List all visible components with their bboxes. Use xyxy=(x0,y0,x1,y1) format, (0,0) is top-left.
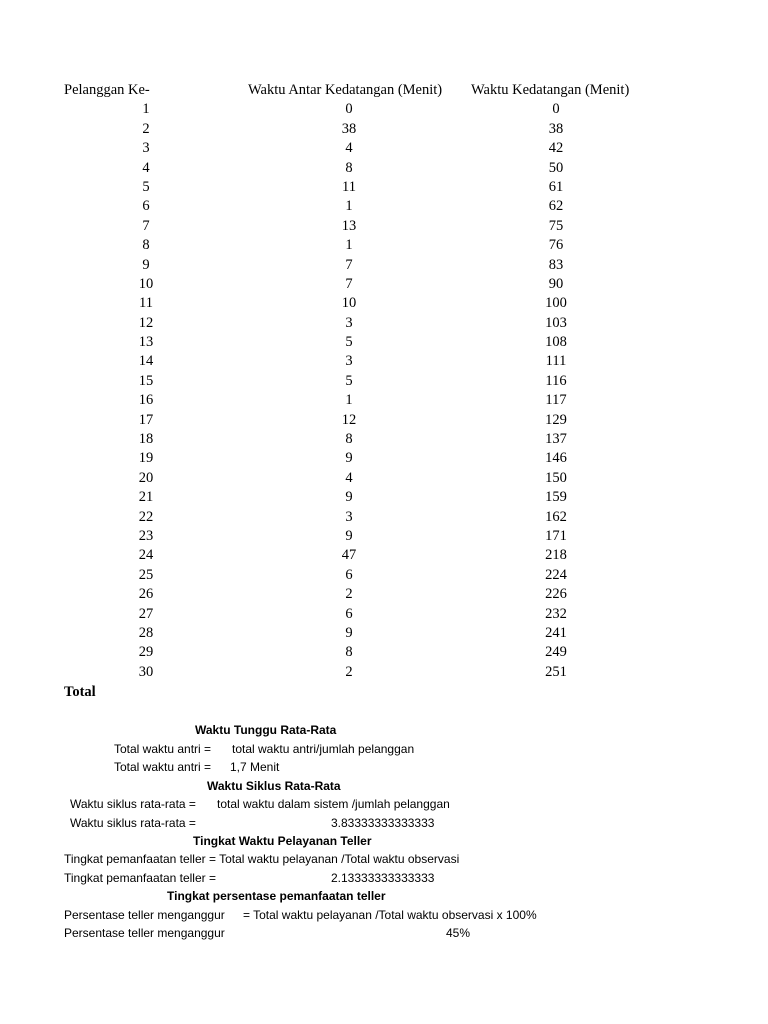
heading-tingkat-pelayanan: Tingkat Waktu Pelayanan Teller xyxy=(193,834,372,848)
cell-waktu-kedatangan: 224 xyxy=(545,566,567,583)
cell-waktu-antar: 1 xyxy=(345,198,353,215)
table-row xyxy=(0,275,768,294)
cell-waktu-kedatangan: 61 xyxy=(548,178,564,195)
cell-waktu-kedatangan: 90 xyxy=(548,275,564,292)
cell-pelanggan: 1 xyxy=(142,101,150,118)
cell-pelanggan: 16 xyxy=(138,392,154,409)
cell-waktu-antar: 47 xyxy=(341,547,357,564)
cell-waktu-kedatangan: 0 xyxy=(552,101,560,118)
waktu-siklus-formula: total waktu dalam sistem /jumlah pelanggan xyxy=(217,797,450,811)
table-row xyxy=(0,430,768,449)
waktu-siklus-result: 3.83333333333333 xyxy=(331,816,435,830)
cell-pelanggan: 21 xyxy=(138,489,154,506)
table-header-row xyxy=(0,81,768,100)
heading-persentase: Tingkat persentase pemanfaatan teller xyxy=(167,889,386,903)
cell-pelanggan: 7 xyxy=(142,217,150,234)
waktu-tunggu-result: 1,7 Menit xyxy=(230,760,280,774)
table-row xyxy=(0,508,768,527)
table-row xyxy=(0,217,768,236)
cell-waktu-kedatangan: 103 xyxy=(545,314,567,331)
cell-waktu-antar: 3 xyxy=(345,314,353,331)
cell-waktu-antar: 3 xyxy=(345,508,353,525)
waktu-tunggu-label-1: Total waktu antri = xyxy=(114,742,212,756)
cell-waktu-antar: 10 xyxy=(341,295,357,312)
cell-pelanggan: 6 xyxy=(142,198,150,215)
cell-waktu-kedatangan: 100 xyxy=(545,295,567,312)
cell-waktu-kedatangan: 83 xyxy=(548,256,564,273)
cell-waktu-kedatangan: 111 xyxy=(545,353,567,370)
table-row xyxy=(0,488,768,507)
persentase-formula: = Total waktu pelayanan /Total waktu observasi x 100% xyxy=(243,908,537,922)
cell-pelanggan: 3 xyxy=(142,140,150,157)
cell-pelanggan: 15 xyxy=(138,372,154,389)
cell-waktu-antar: 5 xyxy=(345,372,353,389)
table-row xyxy=(0,256,768,275)
table-row xyxy=(0,236,768,255)
cell-pelanggan: 29 xyxy=(138,644,154,661)
table-row xyxy=(0,197,768,216)
persentase-label-2: Persentase teller menganggur xyxy=(64,926,225,940)
table-row xyxy=(0,100,768,119)
cell-waktu-kedatangan: 129 xyxy=(545,411,567,428)
tingkat-pelayanan-label-2: Tingkat pemanfaatan teller = xyxy=(64,871,216,885)
cell-waktu-antar: 8 xyxy=(345,431,353,448)
cell-pelanggan: 22 xyxy=(138,508,154,525)
cell-pelanggan: 4 xyxy=(142,159,150,176)
table-row xyxy=(0,585,768,604)
cell-waktu-antar: 38 xyxy=(341,120,357,137)
cell-waktu-antar: 5 xyxy=(345,334,353,351)
heading-waktu-tunggu: Waktu Tunggu Rata-Rata xyxy=(195,723,337,737)
cell-pelanggan: 11 xyxy=(139,295,153,312)
cell-waktu-kedatangan: 62 xyxy=(548,198,564,215)
cell-pelanggan: 5 xyxy=(142,178,150,195)
cell-pelanggan: 28 xyxy=(138,624,154,641)
cell-pelanggan: 10 xyxy=(138,275,154,292)
cell-waktu-kedatangan: 75 xyxy=(548,217,564,234)
cell-waktu-kedatangan: 108 xyxy=(545,334,567,351)
table-row xyxy=(0,314,768,333)
header-pelanggan: Pelanggan Ke- xyxy=(64,82,150,98)
cell-waktu-kedatangan: 42 xyxy=(548,140,564,157)
table-row xyxy=(0,449,768,468)
table-row xyxy=(0,411,768,430)
cell-waktu-kedatangan: 226 xyxy=(545,586,567,603)
cell-waktu-antar: 4 xyxy=(345,140,353,157)
cell-waktu-antar: 13 xyxy=(341,217,357,234)
cell-pelanggan: 8 xyxy=(142,237,150,254)
cell-waktu-kedatangan: 249 xyxy=(545,644,567,661)
cell-pelanggan: 20 xyxy=(138,469,154,486)
cell-pelanggan: 9 xyxy=(142,256,150,273)
cell-waktu-kedatangan: 241 xyxy=(545,624,567,641)
cell-waktu-kedatangan: 150 xyxy=(545,469,567,486)
table-row xyxy=(0,294,768,313)
tingkat-pelayanan-result: 2.13333333333333 xyxy=(331,871,435,885)
table-row xyxy=(0,566,768,585)
cell-waktu-antar: 2 xyxy=(345,586,353,603)
table-row xyxy=(0,178,768,197)
table-row xyxy=(0,372,768,391)
persentase-label-1: Persentase teller menganggur xyxy=(64,908,225,922)
customer-arrival-table xyxy=(0,81,768,682)
total-label: Total xyxy=(64,684,96,700)
cell-waktu-kedatangan: 171 xyxy=(545,527,567,544)
table-row xyxy=(0,663,768,682)
cell-waktu-antar: 1 xyxy=(345,392,353,409)
table-row xyxy=(0,333,768,352)
table-row xyxy=(0,139,768,158)
cell-waktu-kedatangan: 162 xyxy=(545,508,567,525)
cell-waktu-kedatangan: 117 xyxy=(545,392,567,409)
cell-pelanggan: 19 xyxy=(138,450,154,467)
cell-waktu-kedatangan: 159 xyxy=(545,489,567,506)
cell-waktu-antar: 1 xyxy=(345,237,353,254)
cell-waktu-kedatangan: 50 xyxy=(548,159,564,176)
table-row xyxy=(0,624,768,643)
cell-waktu-kedatangan: 116 xyxy=(545,372,567,389)
cell-waktu-antar: 9 xyxy=(345,450,353,467)
cell-waktu-kedatangan: 38 xyxy=(548,120,564,137)
cell-waktu-antar: 6 xyxy=(345,605,353,622)
cell-waktu-kedatangan: 232 xyxy=(545,605,567,622)
cell-pelanggan: 26 xyxy=(138,586,154,603)
cell-pelanggan: 25 xyxy=(138,566,154,583)
persentase-result: 45% xyxy=(446,926,471,940)
waktu-siklus-label-1: Waktu siklus rata-rata = xyxy=(70,797,196,811)
cell-waktu-kedatangan: 76 xyxy=(548,237,564,254)
cell-pelanggan: 17 xyxy=(138,411,154,428)
waktu-tunggu-formula: total waktu antri/jumlah pelanggan xyxy=(232,742,415,756)
cell-waktu-antar: 6 xyxy=(345,566,353,583)
waktu-tunggu-label-2: Total waktu antri = xyxy=(114,760,212,774)
cell-waktu-kedatangan: 251 xyxy=(545,663,567,680)
cell-waktu-antar: 8 xyxy=(345,159,353,176)
heading-waktu-siklus: Waktu Siklus Rata-Rata xyxy=(207,779,341,793)
cell-pelanggan: 18 xyxy=(138,431,154,448)
table-row xyxy=(0,159,768,178)
cell-pelanggan: 13 xyxy=(138,334,154,351)
cell-pelanggan: 23 xyxy=(138,527,154,544)
waktu-siklus-label-2: Waktu siklus rata-rata = xyxy=(70,816,196,830)
cell-pelanggan: 2 xyxy=(142,120,150,137)
cell-pelanggan: 14 xyxy=(138,353,154,370)
cell-waktu-antar: 9 xyxy=(345,489,353,506)
table-row xyxy=(0,643,768,662)
header-waktu-kedatangan: Waktu Kedatangan (Menit) xyxy=(471,82,630,98)
table-row xyxy=(0,527,768,546)
cell-waktu-antar: 9 xyxy=(345,624,353,641)
table-row xyxy=(0,120,768,139)
cell-waktu-antar: 7 xyxy=(345,256,353,273)
cell-waktu-kedatangan: 218 xyxy=(545,547,567,564)
cell-pelanggan: 27 xyxy=(138,605,154,622)
cell-pelanggan: 30 xyxy=(138,663,154,680)
tingkat-pelayanan-formula: Tingkat pemanfaatan teller = Total waktu pelayanan /Total waktu observasi xyxy=(64,852,460,866)
cell-pelanggan: 12 xyxy=(138,314,154,331)
header-waktu-antar: Waktu Antar Kedatangan (Menit) xyxy=(248,82,443,98)
cell-waktu-kedatangan: 137 xyxy=(545,431,567,448)
table-row xyxy=(0,605,768,624)
table-body xyxy=(0,100,768,682)
table-row xyxy=(0,391,768,410)
cell-waktu-antar: 2 xyxy=(345,663,353,680)
table-row xyxy=(0,469,768,488)
cell-waktu-antar: 8 xyxy=(345,644,353,661)
cell-waktu-antar: 0 xyxy=(345,101,353,118)
cell-waktu-antar: 12 xyxy=(341,411,357,428)
cell-waktu-antar: 4 xyxy=(345,469,353,486)
cell-waktu-antar: 11 xyxy=(342,178,356,195)
cell-waktu-kedatangan: 146 xyxy=(545,450,567,467)
table-row xyxy=(0,546,768,565)
cell-waktu-antar: 7 xyxy=(345,275,353,292)
cell-waktu-antar: 9 xyxy=(345,527,353,544)
cell-waktu-antar: 3 xyxy=(345,353,353,370)
table-row xyxy=(0,352,768,371)
cell-pelanggan: 24 xyxy=(138,547,154,564)
